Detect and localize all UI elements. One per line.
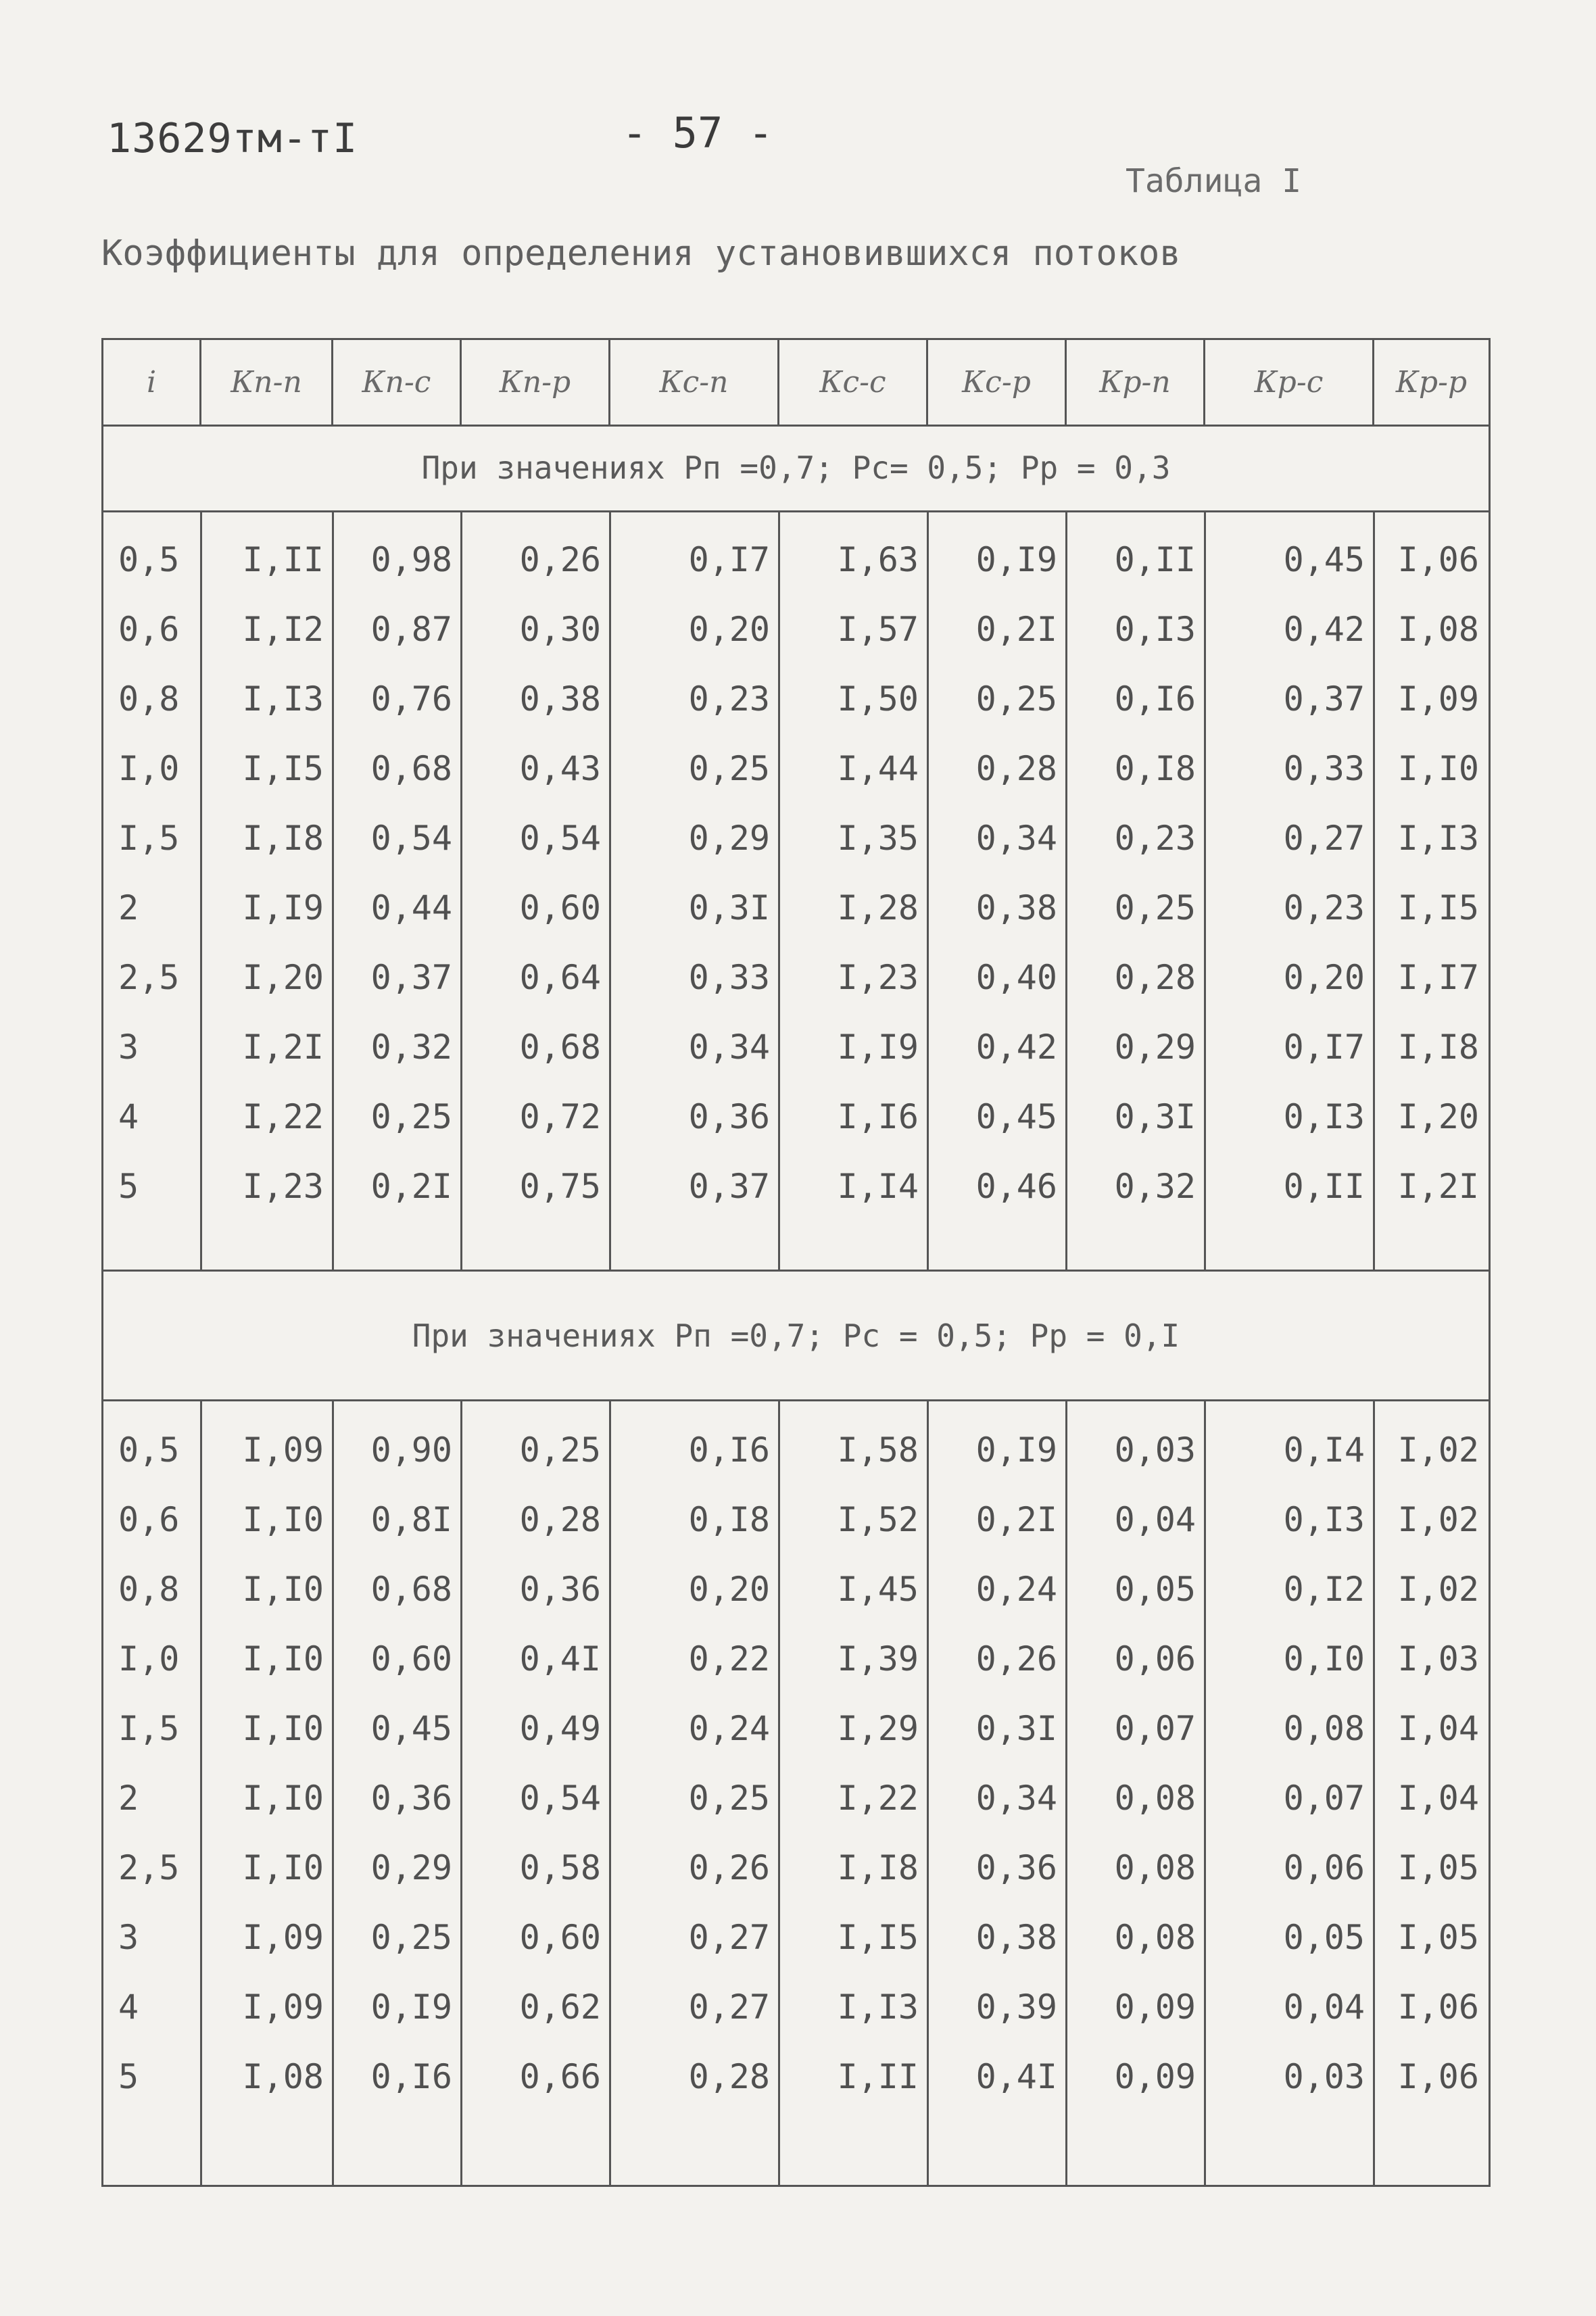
row-index-cell: 2,5 — [118, 1848, 180, 1887]
table-cell: 0,25 — [688, 1779, 770, 1818]
table-cell: 0,08 — [1114, 1918, 1196, 1957]
table-cell: 0,23 — [688, 679, 770, 719]
table-cell: I,I9 — [837, 1028, 919, 1067]
table-cell: I,II — [837, 2057, 919, 2096]
table-cell: 0,08 — [1114, 1848, 1196, 1887]
table-cell: 0,40 — [975, 958, 1057, 997]
table-row — [103, 665, 1489, 733]
table-cell: 0,87 — [370, 610, 452, 649]
table-cell: 0,68 — [370, 749, 452, 788]
table-cell: 0,27 — [688, 1987, 770, 2027]
table-cell: I,08 — [242, 2057, 324, 2096]
table-cell: 0,27 — [688, 1918, 770, 1957]
row-index-cell: I,5 — [118, 819, 180, 858]
table-cell: 0,I2 — [1283, 1570, 1365, 1609]
section-body-2 — [103, 1401, 1489, 2187]
row-index-cell: 4 — [118, 1987, 139, 2027]
table-cell: 0,08 — [1114, 1779, 1196, 1818]
table-cell: 0,54 — [370, 819, 452, 858]
table-cell: I,22 — [242, 1097, 324, 1136]
table-caption: Коэффициенты для определения установившихся потоков — [101, 233, 1181, 274]
table-cell: 0,07 — [1283, 1779, 1365, 1818]
table-cell: I,2I — [1397, 1167, 1479, 1206]
table-cell: I,I0 — [242, 1570, 324, 1609]
table-cell: 0,2I — [975, 610, 1057, 649]
table-row — [103, 1153, 1489, 1220]
table-cell: I,52 — [837, 1500, 919, 1539]
table-cell: 0,98 — [370, 540, 452, 579]
table-cell: 0,II — [1114, 540, 1196, 579]
table-cell: 0,30 — [519, 610, 601, 649]
table-cell: I,I2 — [242, 610, 324, 649]
table-cell: I,I8 — [1397, 1028, 1479, 1067]
table-cell: 0,36 — [688, 1097, 770, 1136]
table-cell: I,23 — [242, 1167, 324, 1206]
table-cell: I,I9 — [242, 888, 324, 927]
table-cell: 0,34 — [688, 1028, 770, 1067]
table-cell: 0,60 — [370, 1639, 452, 1679]
table-cell: 0,43 — [519, 749, 601, 788]
row-index-cell: 0,5 — [118, 540, 180, 579]
table-cell: I,I5 — [837, 1918, 919, 1957]
table-cell: 0,2I — [975, 1500, 1057, 1539]
row-index-cell: 3 — [118, 1918, 139, 1957]
table-row — [103, 874, 1489, 942]
table-cell: I,II — [242, 540, 324, 579]
table-cell: 0,I3 — [1283, 1500, 1365, 1539]
table-header-row — [103, 340, 1489, 427]
table-cell: 0,3I — [1114, 1097, 1196, 1136]
table-cell: 0,05 — [1114, 1570, 1196, 1609]
table-cell: 0,29 — [370, 1848, 452, 1887]
section-title-1: При значениях Pп =0,7; Pc= 0,5; Pp = 0,3 — [103, 425, 1489, 512]
table-cell: 0,45 — [370, 1709, 452, 1748]
table-cell: I,03 — [1397, 1639, 1479, 1679]
table-cell: I,09 — [242, 1918, 324, 1957]
table-cell: I,06 — [1397, 2057, 1479, 2096]
table-cell: 0,25 — [975, 679, 1057, 719]
row-index-cell: 0,5 — [118, 1430, 180, 1470]
column-header: Кп-р — [462, 340, 610, 425]
table-row — [103, 1013, 1489, 1081]
column-header: i — [103, 340, 201, 425]
table-cell: I,39 — [837, 1639, 919, 1679]
table-cell: 0,45 — [975, 1097, 1057, 1136]
table-cell: I,09 — [1397, 679, 1479, 719]
table-cell: 0,37 — [370, 958, 452, 997]
table-cell: I,57 — [837, 610, 919, 649]
table-cell: 0,I3 — [1114, 610, 1196, 649]
table-cell: 0,09 — [1114, 2057, 1196, 2096]
table-cell: I,I3 — [1397, 819, 1479, 858]
table-cell: 0,20 — [1283, 958, 1365, 997]
table-cell: I,I5 — [242, 749, 324, 788]
table-cell: 0,28 — [688, 2057, 770, 2096]
table-cell: 0,I3 — [1283, 1097, 1365, 1136]
table-cell: 0,24 — [688, 1709, 770, 1748]
table-cell: 0,26 — [688, 1848, 770, 1887]
table-cell: I,I0 — [242, 1779, 324, 1818]
table-cell: I,02 — [1397, 1430, 1479, 1470]
table-cell: 0,8I — [370, 1500, 452, 1539]
table-cell: 0,45 — [1283, 540, 1365, 579]
table-cell: I,2I — [242, 1028, 324, 1067]
column-header: Кп-п — [201, 340, 333, 425]
table-cell: 0,42 — [975, 1028, 1057, 1067]
row-index-cell: I,0 — [118, 749, 180, 788]
table-cell: 0,29 — [688, 819, 770, 858]
section-body-1 — [103, 512, 1489, 1270]
table-row — [103, 526, 1489, 594]
table-cell: 0,49 — [519, 1709, 601, 1748]
table-cell: I,09 — [242, 1430, 324, 1470]
column-header: Кр-с — [1205, 340, 1374, 425]
table-cell: 0,03 — [1114, 1430, 1196, 1470]
coefficients-table — [101, 338, 1491, 2187]
table-cell: 0,60 — [519, 1918, 601, 1957]
table-cell: I,04 — [1397, 1779, 1479, 1818]
column-header: Кс-с — [779, 340, 928, 425]
table-cell: I,I3 — [837, 1987, 919, 2027]
table-cell: I,05 — [1397, 1848, 1479, 1887]
table-cell: 0,33 — [1283, 749, 1365, 788]
table-row — [103, 1695, 1489, 1762]
table-cell: 0,06 — [1283, 1848, 1365, 1887]
table-cell: I,08 — [1397, 610, 1479, 649]
table-row — [103, 1083, 1489, 1151]
column-header: Кп-с — [333, 340, 462, 425]
table-cell: 0,04 — [1283, 1987, 1365, 2027]
table-cell: 0,3I — [688, 888, 770, 927]
table-cell: I,I6 — [837, 1097, 919, 1136]
table-row — [103, 1416, 1489, 1484]
table-cell: 0,08 — [1283, 1709, 1365, 1748]
table-cell: 0,I9 — [975, 1430, 1057, 1470]
table-row — [103, 1764, 1489, 1832]
table-label: Таблица I — [1126, 162, 1302, 200]
table-cell: I,I0 — [242, 1500, 324, 1539]
table-cell: 0,I8 — [688, 1500, 770, 1539]
table-cell: 0,34 — [975, 819, 1057, 858]
table-row — [103, 1625, 1489, 1693]
table-cell: I,22 — [837, 1779, 919, 1818]
table-cell: 0,68 — [519, 1028, 601, 1067]
table-cell: 0,76 — [370, 679, 452, 719]
table-row — [103, 1486, 1489, 1553]
table-row — [103, 596, 1489, 663]
table-cell: I,I0 — [1397, 749, 1479, 788]
table-cell: I,I8 — [837, 1848, 919, 1887]
table-cell: I,35 — [837, 819, 919, 858]
table-cell: 0,36 — [370, 1779, 452, 1818]
table-cell: 0,3I — [975, 1709, 1057, 1748]
row-index-cell: I,5 — [118, 1709, 180, 1748]
row-index-cell: 5 — [118, 2057, 139, 2096]
table-cell: 0,I8 — [1114, 749, 1196, 788]
table-row — [103, 1973, 1489, 2041]
table-cell: 0,62 — [519, 1987, 601, 2027]
table-cell: 0,4I — [975, 2057, 1057, 2096]
table-cell: 0,I9 — [975, 540, 1057, 579]
table-cell: 0,05 — [1283, 1918, 1365, 1957]
table-cell: 0,54 — [519, 1779, 601, 1818]
table-cell: 0,I7 — [688, 540, 770, 579]
table-cell: 0,24 — [975, 1570, 1057, 1609]
row-index-cell: 2 — [118, 888, 139, 927]
table-cell: 0,44 — [370, 888, 452, 927]
table-cell: 0,23 — [1283, 888, 1365, 927]
table-cell: I,I8 — [242, 819, 324, 858]
table-cell: 0,28 — [1114, 958, 1196, 997]
table-cell: 0,25 — [519, 1430, 601, 1470]
table-cell: 0,26 — [519, 540, 601, 579]
table-cell: I,63 — [837, 540, 919, 579]
table-cell: 0,37 — [688, 1167, 770, 1206]
column-header: Кр-п — [1067, 340, 1205, 425]
table-cell: 0,60 — [519, 888, 601, 927]
table-cell: 0,90 — [370, 1430, 452, 1470]
table-cell: I,09 — [242, 1987, 324, 2027]
table-cell: 0,28 — [519, 1500, 601, 1539]
table-cell: 0,I6 — [688, 1430, 770, 1470]
table-cell: 0,22 — [688, 1639, 770, 1679]
table-cell: I,20 — [1397, 1097, 1479, 1136]
table-cell: I,28 — [837, 888, 919, 927]
table-cell: 0,38 — [975, 1918, 1057, 1957]
table-cell: 0,09 — [1114, 1987, 1196, 2027]
table-row — [103, 804, 1489, 872]
table-cell: 0,25 — [370, 1918, 452, 1957]
table-cell: I,I4 — [837, 1167, 919, 1206]
table-cell: I,02 — [1397, 1500, 1479, 1539]
table-cell: 0,37 — [1283, 679, 1365, 719]
row-index-cell: 0,6 — [118, 610, 180, 649]
table-cell: 0,29 — [1114, 1028, 1196, 1067]
table-cell: 0,27 — [1283, 819, 1365, 858]
table-cell: I,I3 — [242, 679, 324, 719]
column-header: Кс-п — [610, 340, 779, 425]
table-cell: I,I0 — [242, 1639, 324, 1679]
table-cell: 0,2I — [370, 1167, 452, 1206]
table-cell: 0,I4 — [1283, 1430, 1365, 1470]
table-cell: 0,46 — [975, 1167, 1057, 1206]
row-index-cell: 2 — [118, 1779, 139, 1818]
table-cell: 0,II — [1283, 1167, 1365, 1206]
table-row — [103, 1904, 1489, 1971]
table-cell: 0,20 — [688, 1570, 770, 1609]
table-cell: 0,20 — [688, 610, 770, 649]
table-cell: 0,I9 — [370, 1987, 452, 2027]
table-cell: I,I0 — [242, 1848, 324, 1887]
table-cell: 0,4I — [519, 1639, 601, 1679]
row-index-cell: 0,8 — [118, 1570, 180, 1609]
column-header: Кр-р — [1395, 365, 1468, 400]
table-cell: 0,64 — [519, 958, 601, 997]
table-cell: 0,54 — [519, 819, 601, 858]
table-cell: 0,06 — [1114, 1639, 1196, 1679]
row-index-cell: 0,8 — [118, 679, 180, 719]
table-cell: 0,I6 — [1114, 679, 1196, 719]
table-cell: 0,68 — [370, 1570, 452, 1609]
table-cell: I,I7 — [1397, 958, 1479, 997]
table-cell: 0,25 — [1114, 888, 1196, 927]
table-cell: 0,33 — [688, 958, 770, 997]
table-cell: 0,03 — [1283, 2057, 1365, 2096]
table-cell: 0,75 — [519, 1167, 601, 1206]
table-cell: I,06 — [1397, 1987, 1479, 2027]
table-cell: 0,34 — [975, 1779, 1057, 1818]
table-cell: 0,26 — [975, 1639, 1057, 1679]
table-cell: 0,72 — [519, 1097, 601, 1136]
table-row — [103, 2043, 1489, 2110]
table-cell: 0,38 — [519, 679, 601, 719]
table-row — [103, 1555, 1489, 1623]
table-cell: I,45 — [837, 1570, 919, 1609]
table-cell: 0,25 — [688, 749, 770, 788]
table-cell: I,I0 — [242, 1709, 324, 1748]
row-index-cell: 5 — [118, 1167, 139, 1206]
row-index-cell: I,0 — [118, 1639, 180, 1679]
table-cell: I,44 — [837, 749, 919, 788]
table-cell: 0,32 — [1114, 1167, 1196, 1206]
table-cell: I,20 — [242, 958, 324, 997]
table-cell: 0,28 — [975, 749, 1057, 788]
section-title-2: При значениях Pп =0,7; Pc = 0,5; Pp = 0,I — [103, 1270, 1489, 1401]
table-cell: 0,23 — [1114, 819, 1196, 858]
table-cell: 0,I7 — [1283, 1028, 1365, 1067]
row-index-cell: 0,6 — [118, 1500, 180, 1539]
doc-code: 13629тм-тI — [107, 115, 358, 162]
table-cell: 0,58 — [519, 1848, 601, 1887]
table-cell: I,04 — [1397, 1709, 1479, 1748]
table-row — [103, 735, 1489, 802]
table-cell: I,29 — [837, 1709, 919, 1748]
table-cell: I,58 — [837, 1430, 919, 1470]
table-cell: I,06 — [1397, 540, 1479, 579]
table-cell: 0,07 — [1114, 1709, 1196, 1748]
table-cell: 0,36 — [975, 1848, 1057, 1887]
page-number: - 57 - — [622, 108, 773, 158]
table-cell: 0,38 — [975, 888, 1057, 927]
table-cell: I,05 — [1397, 1918, 1479, 1957]
table-row — [103, 944, 1489, 1011]
table-cell: 0,66 — [519, 2057, 601, 2096]
table-cell: 0,32 — [370, 1028, 452, 1067]
table-cell: 0,I0 — [1283, 1639, 1365, 1679]
table-cell: I,23 — [837, 958, 919, 997]
table-cell: 0,04 — [1114, 1500, 1196, 1539]
table-row — [103, 1834, 1489, 1902]
column-header: Кс-р — [928, 340, 1067, 425]
table-cell: 0,39 — [975, 1987, 1057, 2027]
table-cell: 0,42 — [1283, 610, 1365, 649]
row-index-cell: 2,5 — [118, 958, 180, 997]
table-cell: I,I5 — [1397, 888, 1479, 927]
table-cell: I,50 — [837, 679, 919, 719]
table-cell: I,02 — [1397, 1570, 1479, 1609]
row-index-cell: 3 — [118, 1028, 139, 1067]
table-cell: 0,25 — [370, 1097, 452, 1136]
table-cell: 0,I6 — [370, 2057, 452, 2096]
table-cell: 0,36 — [519, 1570, 601, 1609]
row-index-cell: 4 — [118, 1097, 139, 1136]
